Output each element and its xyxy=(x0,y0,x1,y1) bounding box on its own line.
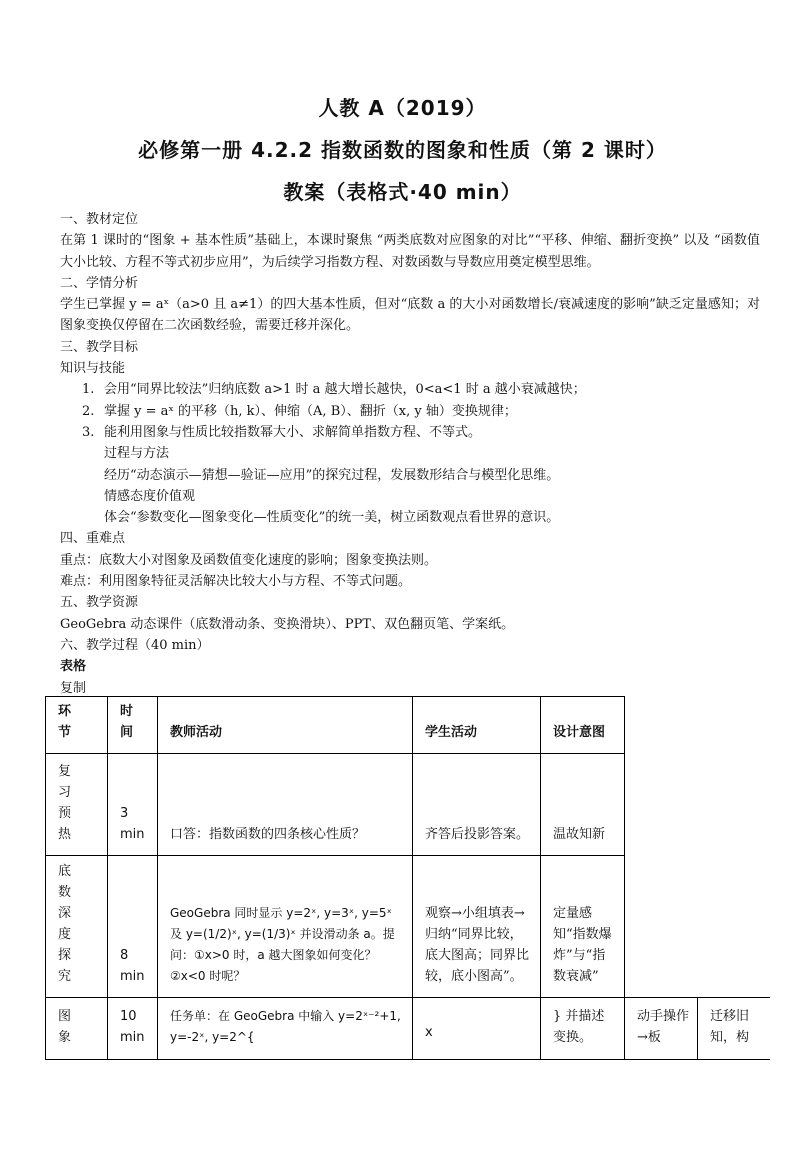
cell-time: 10 min xyxy=(108,998,158,1060)
difficulty-text: 难点：利用图象特征灵活解决比较大小与方程、不等式问题。 xyxy=(60,574,412,590)
objective-text: 会用“同界比较法”归纳底数 a>1 时 a 越大增长越快，0<a<1 时 a 越小衰减越快； xyxy=(104,382,586,398)
cell-intent: 定量感知“指数爆炸”与“指数衰减” xyxy=(541,856,625,998)
objective-number: 2. xyxy=(82,403,95,419)
header-stage: 环 节 xyxy=(46,697,108,754)
section-text-2: 学生已掌握 y = aˣ（a>0 且 a≠1）的四大基本性质，但对“底数 a 的大小对函数增长/衰减速度的影响”缺乏定量感知；对图象变换仅停留在二次函数经验，需要迁移并深化。 xyxy=(60,297,760,334)
cell-intent: 温故知新 xyxy=(541,754,625,856)
copy-label[interactable]: 复制 xyxy=(60,680,87,696)
objective-item-3 xyxy=(60,422,760,443)
cell-extra-1: 动手操作→板 xyxy=(625,998,698,1060)
key-point-text: 重点：底数大小对图象及函数值变化速度的影响；图象变换法则。 xyxy=(60,552,438,568)
doc-title-lesson: 必修第一册 4.2.2 指数函数的图象和性质（第 2 课时） xyxy=(138,138,667,162)
resources-text: GeoGebra 动态课件（底数滑动条、变换滑块）、PPT、双色翻页笔、学案纸。 xyxy=(60,616,515,632)
cell-student: x xyxy=(413,998,541,1060)
cell-teacher: 口答：指数函数的四条核心性质？ xyxy=(158,754,413,856)
doc-title-format: 教案（表格式·40 min） xyxy=(283,180,522,204)
objective-text: 掌握 y = aˣ 的平移（h, k）、伸缩（A, B）、翻折（x, y 轴）变换规律； xyxy=(104,403,517,419)
objective-item-2 xyxy=(60,401,760,422)
process-text: 经历“动态演示—猜想—验证—应用”的探究过程，发展数形结合与模型化思维。 xyxy=(104,467,560,483)
cell-extra-2: 迁移旧知，构 xyxy=(698,998,771,1060)
objective-text: 能利用图象与性质比较指数幂大小、求解简单指数方程、不等式。 xyxy=(104,424,482,440)
objective-item-1 xyxy=(60,379,760,400)
cell-time: 8 min xyxy=(108,856,158,998)
table-row xyxy=(46,856,771,998)
table-row xyxy=(46,754,771,856)
objective-number: 1. xyxy=(82,382,95,398)
cell-teacher: GeoGebra 同时显示 y=2ˣ, y=3ˣ, y=5ˣ 及 y=(1/2)ˣ, y=(1/3)ˣ 并设滑动条 a。提问：①x>0 时，a 越大图象如何变化？②x<0 时呢？ xyxy=(158,856,413,998)
cell-teacher: 任务单：在 GeoGebra 中输入 y=2ˣ⁻²+1, y=-2ˣ, y=2^{ xyxy=(158,998,413,1060)
cell-student: 齐答后投影答案。 xyxy=(413,754,541,856)
section-heading-4: 四、重难点 xyxy=(60,531,126,547)
section-heading-3: 三、教学目标 xyxy=(60,339,139,355)
subheading-knowledge: 知识与技能 xyxy=(60,361,126,377)
table-header-row xyxy=(46,697,771,754)
section-text-1: 在第 1 课时的“图象 + 基本性质”基础上，本课时聚焦 “两类底数对应图象的对比”“平移、伸缩、翻折变换” 以及 “函数值大小比较、方程不等式初步应用”，为后续学习指数方程、对数函数与导数应用奠定模型思维。 xyxy=(60,233,760,270)
doc-title-textbook: 人教 A（2019） xyxy=(318,96,487,120)
objective-number: 3. xyxy=(82,424,95,440)
cell-stage: 底 数 深 度 探 究 xyxy=(46,856,108,998)
cell-stage: 复 习 预 热 xyxy=(46,754,108,856)
document-body xyxy=(60,209,760,699)
table-row xyxy=(46,998,771,1060)
section-heading-1: 一、教材定位 xyxy=(60,212,139,227)
attitude-text: 体会“参数变化—图象变化—性质变化”的统一美，树立函数观点看世界的意识。 xyxy=(104,510,560,526)
lesson-process-table xyxy=(45,696,770,1060)
header-student: 学生活动 xyxy=(413,697,541,754)
cell-student: 观察→小组填表→归纳“同界比较，底大图高；同界比较，底小图高”。 xyxy=(413,856,541,998)
section-heading-2: 二、学情分析 xyxy=(60,275,139,291)
table-label: 表格 xyxy=(60,659,87,675)
header-time: 时 间 xyxy=(108,697,158,754)
subheading-attitude: 情感态度价值观 xyxy=(104,488,196,504)
header-intent: 设计意图 xyxy=(541,697,625,754)
section-heading-5: 五、教学资源 xyxy=(60,595,139,611)
subheading-process: 过程与方法 xyxy=(104,446,170,462)
cell-stage: 图 象 xyxy=(46,998,108,1060)
cell-intent: } 并描述变换。 xyxy=(541,998,625,1060)
section-heading-6: 六、教学过程（40 min） xyxy=(60,637,210,653)
header-teacher: 教师活动 xyxy=(158,697,413,754)
cell-time: 3 min xyxy=(108,754,158,856)
